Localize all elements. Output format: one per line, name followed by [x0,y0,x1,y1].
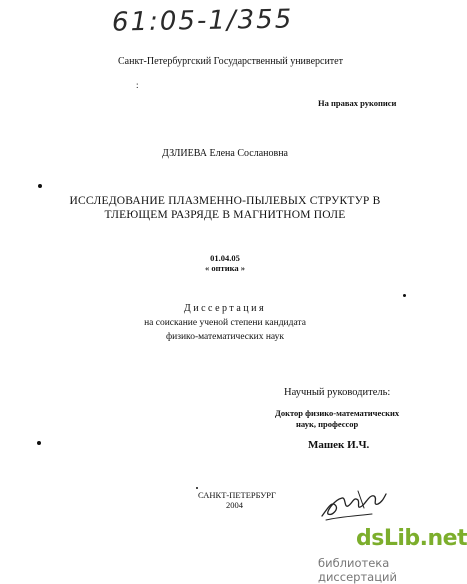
university-name: Санкт-Петербургский Государственный университет [118,56,343,67]
watermark-subtitle: библиотека диссертаций [318,556,397,584]
advisor-degree-line-2: наук, профессор [296,419,359,429]
specialty-code: 01.04.05 [210,253,240,263]
scan-dot [196,487,198,489]
title-line-1: ИССЛЕДОВАНИЕ ПЛАЗМЕННО-ПЫЛЕВЫХ СТРУКТУР В [69,195,381,207]
dissertation-label: Диссертация [183,303,267,314]
advisor-name: Машек И.Ч. [308,439,370,451]
signature-image [318,486,388,524]
degree-line-1: на соискание ученой степени кандидата [144,318,306,328]
scan-dot [403,294,406,297]
handwritten-archive-code: 61:05-1/355 [111,4,294,38]
year: 2004 [226,500,243,510]
rights-note: На правах рукописи [318,98,397,108]
specialty-name: « оптика » [205,263,245,273]
watermark-logo: dsLib.net [356,526,467,551]
degree-line-2: физико-математических наук [165,332,285,342]
advisor-label: Научный руководитель: [284,387,391,398]
margin-mark: : [136,80,139,90]
scan-dot [38,184,42,188]
title-line-2: ТЛЕЮЩЕМ РАЗРЯДЕ В МАГНИТНОМ ПОЛЕ [104,209,346,221]
author-name: ДЗЛИЕВА Елена Сослановна [162,148,288,159]
advisor-degree-line-1: Доктор физико-математических [275,408,400,418]
scan-dot [37,441,41,445]
city: САНКТ-ПЕТЕРБУРГ [198,490,276,500]
